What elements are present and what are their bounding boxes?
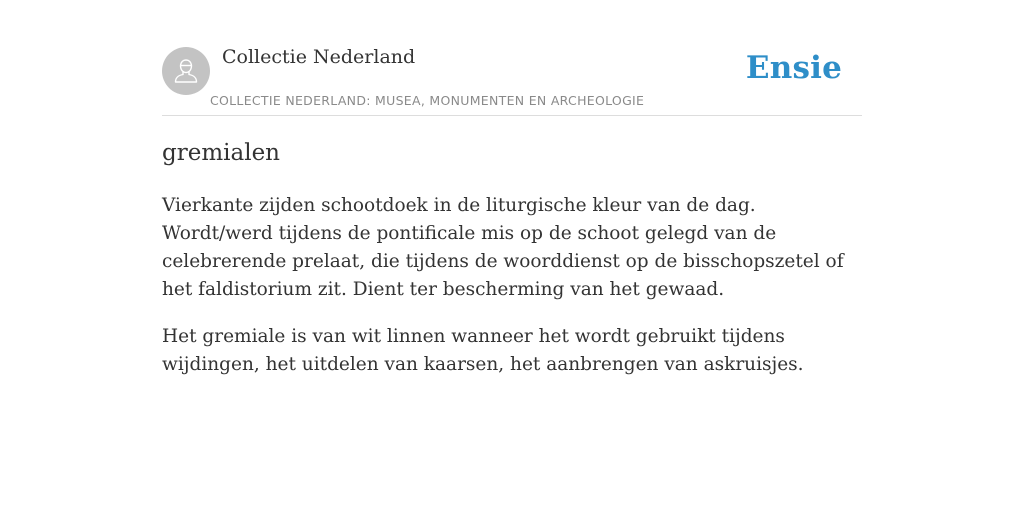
avatar[interactable] [162,47,210,95]
author-name[interactable]: Collectie Nederland [222,46,416,68]
paragraph: Vierkante zijden schootdoek in de liturgische kleur van de dag. Wordt/werd tijdens de pontificale mis op de schoot gelegd van de celebrerende prelaat, die tijdens de woorddienst op de bisschopszetel of het faldistorium zit. Dient ter bescherming van het gewaad. [162,195,844,300]
source-label: COLLECTIE NEDERLAND: MUSEA, MONUMENTEN EN ARCHEOLOGIE [210,93,645,108]
paragraph: Het gremiale is van wit linnen wanneer het wordt gebruikt tijdens wijdingen, het uitdelen van kaarsen, het aanbrengen van askruisjes. [162,326,804,375]
ensie-logo[interactable]: Ensie [745,50,842,86]
header [162,0,862,116]
article-body [162,192,862,398]
page-title: gremialen [162,140,280,166]
page [162,0,862,375]
user-icon [171,56,201,86]
